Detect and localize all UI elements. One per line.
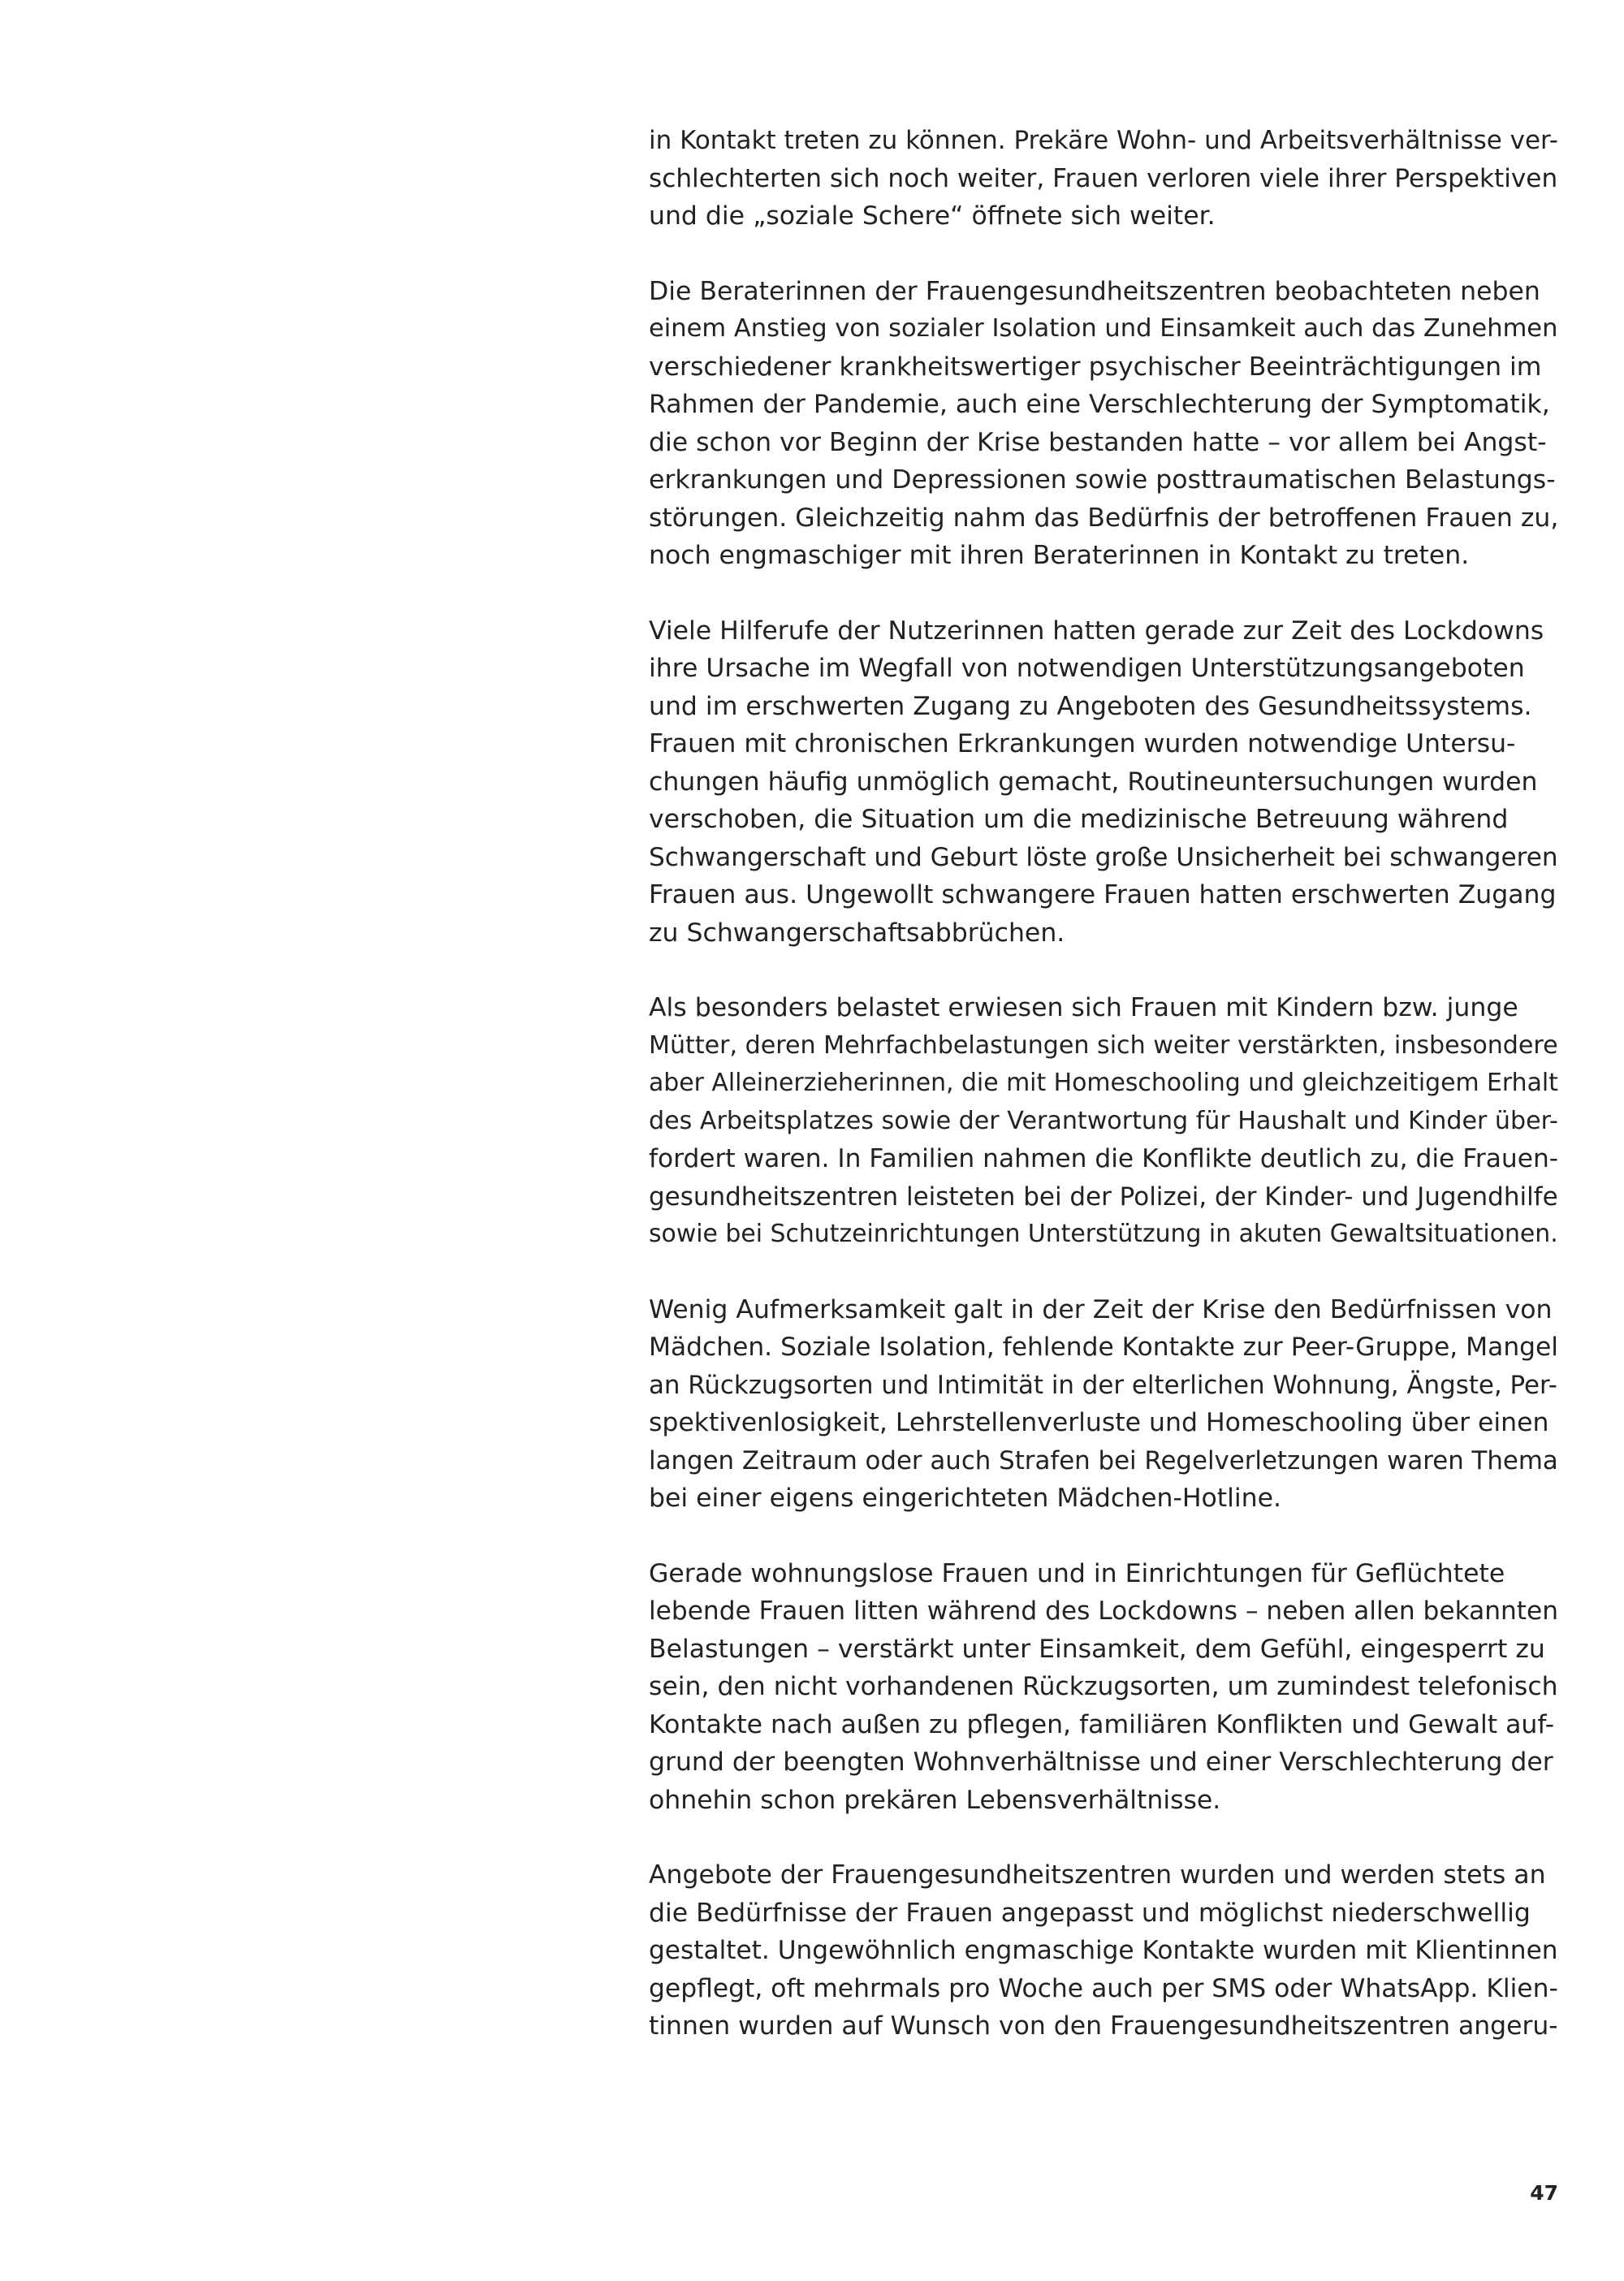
text-line: Angebote der Frauengesundheitszentren wurden und werden stets an bbox=[649, 1860, 1546, 1890]
text-line: Schwangerschaft und Geburt löste große Unsicherheit bei schwangeren bbox=[649, 842, 1558, 872]
text-line: verschoben, die Situation um die medizinische Betreuung während bbox=[649, 805, 1509, 834]
text-line: verschiedener krankheitswertiger psychischer Beeinträchtigungen im bbox=[649, 352, 1542, 382]
paragraph bbox=[649, 989, 1558, 1254]
text-line: schlechterten sich noch weiter, Frauen verloren viele ihrer Perspektiven bbox=[649, 163, 1558, 193]
text-line: bei einer eigens eingerichteten Mädchen-Hotline. bbox=[649, 1484, 1282, 1513]
text-line: erkrankungen und Depressionen sowie posttraumatischen Belastungs- bbox=[649, 465, 1556, 495]
text-line: Kontakte nach außen zu pflegen, familiären Konflikten und Gewalt auf- bbox=[649, 1709, 1555, 1739]
text-line: einem Anstieg von sozialer Isolation und Einsamkeit auch das Zunehmen bbox=[649, 314, 1558, 343]
text-line: die schon vor Beginn der Krise bestanden hatte – vor allem bei Angst- bbox=[649, 427, 1547, 457]
text-line: grund der beengten Wohnverhältnisse und einer Verschlechterung der bbox=[649, 1747, 1553, 1777]
text-line: chungen häufig unmöglich gemacht, Routineuntersuchungen wurden bbox=[649, 767, 1538, 797]
text-line: Rahmen der Pandemie, auch eine Verschlechterung der Symptomatik, bbox=[649, 390, 1550, 419]
text-line: tinnen wurden auf Wunsch von den Frauengesundheitszentren angeru- bbox=[649, 2011, 1558, 2041]
paragraph bbox=[649, 122, 1558, 235]
text-line: Belastungen – verstärkt unter Einsamkeit, dem Gefühl, eingesperrt zu bbox=[649, 1634, 1545, 1664]
text-line: gesundheitszentren leisteten bei der Polizei, der Kinder- und Jugendhilfe bbox=[649, 1182, 1558, 1212]
text-line: lebende Frauen litten während des Lockdowns – neben allen bekannten bbox=[649, 1596, 1559, 1626]
text-line: gestaltet. Ungewöhnlich engmaschige Kontakte wurden mit Klientinnen bbox=[649, 1936, 1558, 1965]
paragraph bbox=[649, 273, 1558, 575]
text-line: Frauen aus. Ungewollt schwangere Frauen hatten erschwerten Zugang bbox=[649, 880, 1557, 909]
text-line: zu Schwangerschaftsabbrüchen. bbox=[649, 918, 1065, 948]
text-line: Mädchen. Soziale Isolation, fehlende Kontakte zur Peer-Gruppe, Mangel bbox=[649, 1333, 1558, 1362]
text-line: langen Zeitraum oder auch Strafen bei Regelverletzungen waren Thema bbox=[649, 1445, 1558, 1475]
text-line: noch engmaschiger mit ihren Beraterinnen in Kontakt zu treten. bbox=[649, 541, 1470, 570]
text-line: die Bedürfnisse der Frauen angepasst und möglichst niederschwellig bbox=[649, 1898, 1531, 1928]
page-number: 47 bbox=[1530, 2181, 1558, 2205]
text-line: aber Alleinerzieherinnen, die mit Homeschooling und gleichzeitigem Erhalt bbox=[649, 1069, 1558, 1097]
paragraph bbox=[649, 1291, 1558, 1518]
text-line: Wenig Aufmerksamkeit galt in der Zeit der Krise den Bedürfnissen von bbox=[649, 1294, 1553, 1324]
text-line: Frauen mit chronischen Erkrankungen wurden notwendige Untersu- bbox=[649, 729, 1516, 758]
text-line: Die Beraterinnen der Frauengesundheitszentren beobachteten neben bbox=[649, 276, 1540, 306]
text-line: störungen. Gleichzeitig nahm das Bedürfnis der betroffenen Frauen zu, bbox=[649, 503, 1559, 533]
text-line: Viele Hilferufe der Nutzerinnen hatten gerade zur Zeit des Lockdowns bbox=[649, 616, 1544, 646]
text-line: an Rückzugsorten und Intimität in der elterlichen Wohnung, Ängste, Per- bbox=[649, 1370, 1557, 1400]
text-line: ohnehin schon prekären Lebensverhältnisse. bbox=[649, 1785, 1221, 1815]
text-line: sowie bei Schutzeinrichtungen Unterstützung in akuten Gewaltsituationen. bbox=[649, 1220, 1558, 1248]
text-line: und die „soziale Schere“ öffnete sich weiter. bbox=[649, 201, 1216, 231]
text-line: in Kontakt treten zu können. Prekäre Wohn- und Arbeitsverhältnisse ver- bbox=[649, 126, 1558, 155]
text-line: des Arbeitsplatzes sowie der Verantwortung für Haushalt und Kinder über- bbox=[649, 1106, 1558, 1135]
body-text bbox=[649, 122, 1558, 2083]
text-line: sein, den nicht vorhandenen Rückzugsorten, um zumindest telefonisch bbox=[649, 1672, 1558, 1701]
text-line: Gerade wohnungslose Frauen und in Einrichtungen für Geflüchtete bbox=[649, 1558, 1505, 1588]
text-line: fordert waren. In Familien nahmen die Konflikte deutlich zu, die Frauen- bbox=[649, 1144, 1559, 1173]
paragraph bbox=[649, 612, 1558, 953]
text-line: und im erschwerten Zugang zu Angeboten des Gesundheitssystems. bbox=[649, 691, 1532, 721]
text-line: spektivenlosigkeit, Lehrstellenverluste und Homeschooling über einen bbox=[649, 1408, 1549, 1437]
paragraph bbox=[649, 1555, 1558, 1820]
text-line: Mütter, deren Mehrfachbelastungen sich weiter verstärkten, insbesondere bbox=[649, 1030, 1558, 1060]
text-line: Als besonders belastet erwiesen sich Frauen mit Kindern bzw. junge bbox=[649, 993, 1518, 1022]
text-line: ihre Ursache im Wegfall von notwendigen Unterstützungsangeboten bbox=[649, 654, 1525, 683]
paragraph bbox=[649, 1856, 1558, 2046]
text-line: gepflegt, oft mehrmals pro Woche auch per SMS oder WhatsApp. Klien- bbox=[649, 1973, 1558, 2003]
